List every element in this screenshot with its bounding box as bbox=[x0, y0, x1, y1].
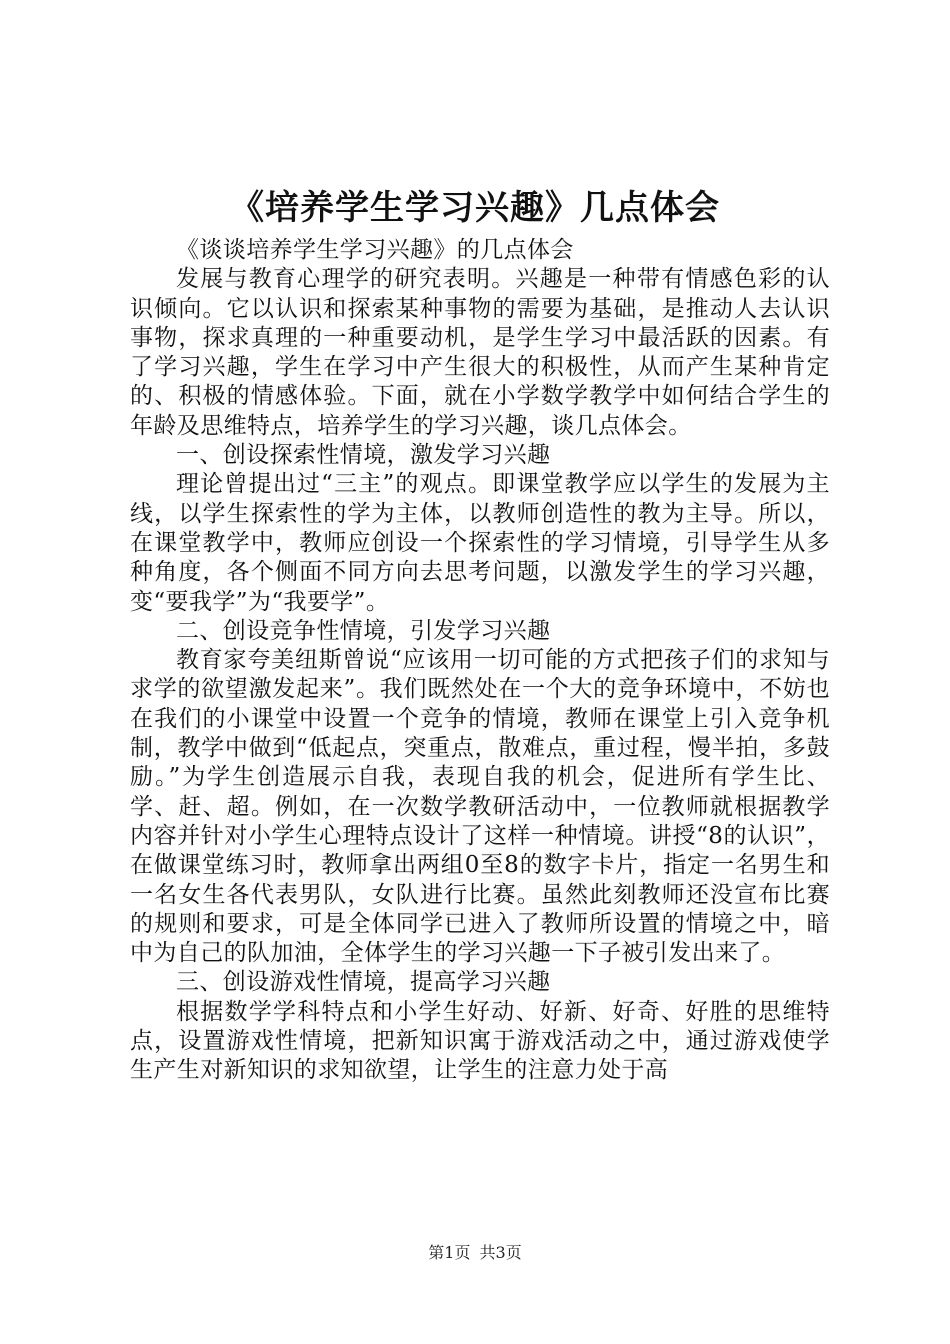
body-paragraph: 理论曾提出过“三主”的观点。即课堂教学应以学生的发展为主线，以学生探索性的学为主体，以教师创造性的教为主导。所以，在课堂教学中，教师应创设一个探索性的学习情境，引导学生从多种角度，各个侧面不同方向去思考问题，以激发学生的学习兴趣，变“要我学”为“我要学”。 bbox=[130, 471, 830, 615]
document-title: 《培养学生学习兴趣》几点体会 bbox=[230, 188, 720, 228]
body-paragraph: 教育家夸美纽斯曾说“应该用一切可能的方式把孩子们的求知与求学的欲望激发起来”。我们既然处在一个大的竞争环境中，不妨也在我们的小课堂中设置一个竞争的情境，教师在课堂上引入竞争机制，教学中做到“低起点，突重点，散难点，重过程，慢半拍，多鼓励。”为学生创造展示自我，表现自我的机会，促进所有学生比、学、赶、超。例如，在一次数学教研活动中，一位教师就根据教学内容并针对小学生心理特点设计了这样一种情境。讲授“8的认识”，在做课堂练习时，教师拿出两组0至8的数字卡片，指定一名男生和一名女生各代表男队，女队进行比赛。虽然此刻教师还没宣布比赛的规则和要求，可是全体同学已进入了教师所设置的情境之中，暗中为自己的队加油，全体学生的学习兴趣一下子被引发出来了。 bbox=[130, 647, 830, 967]
page-footer bbox=[0, 1242, 950, 1264]
page-number: 第1页 bbox=[428, 1243, 471, 1262]
body-paragraph: 发展与教育心理学的研究表明。兴趣是一种带有情感色彩的认识倾向。它以认识和探索某种事物的需要为基础，是推动人去认识事物，探求真理的一种重要动机，是学生学习中最活跃的因素。有了学习兴趣，学生在学习中产生很大的积极性，从而产生某种肯定的、积极的情感体验。下面，就在小学数学教学中如何结合学生的年龄及思维特点，培养学生的学习兴趣，谈几点体会。 bbox=[130, 266, 830, 439]
section-heading: 三、创设游戏性情境，提高学习兴趣 bbox=[176, 969, 551, 996]
document-body bbox=[130, 236, 830, 1086]
section-heading: 二、创设竞争性情境，引发学习兴趣 bbox=[176, 617, 551, 644]
body-paragraph: 根据数学学科特点和小学生好动、好新、好奇、好胜的思维特点，设置游戏性情境，把新知识寓于游戏活动之中，通过游戏使学生产生对新知识的求知欲望，让学生的注意力处于高 bbox=[130, 998, 830, 1084]
page-total: 共3页 bbox=[479, 1243, 522, 1262]
section-heading: 一、创设探索性情境，激发学习兴趣 bbox=[176, 442, 551, 469]
subtitle-paragraph: 《谈谈培养学生学习兴趣》的几点体会 bbox=[176, 237, 574, 263]
